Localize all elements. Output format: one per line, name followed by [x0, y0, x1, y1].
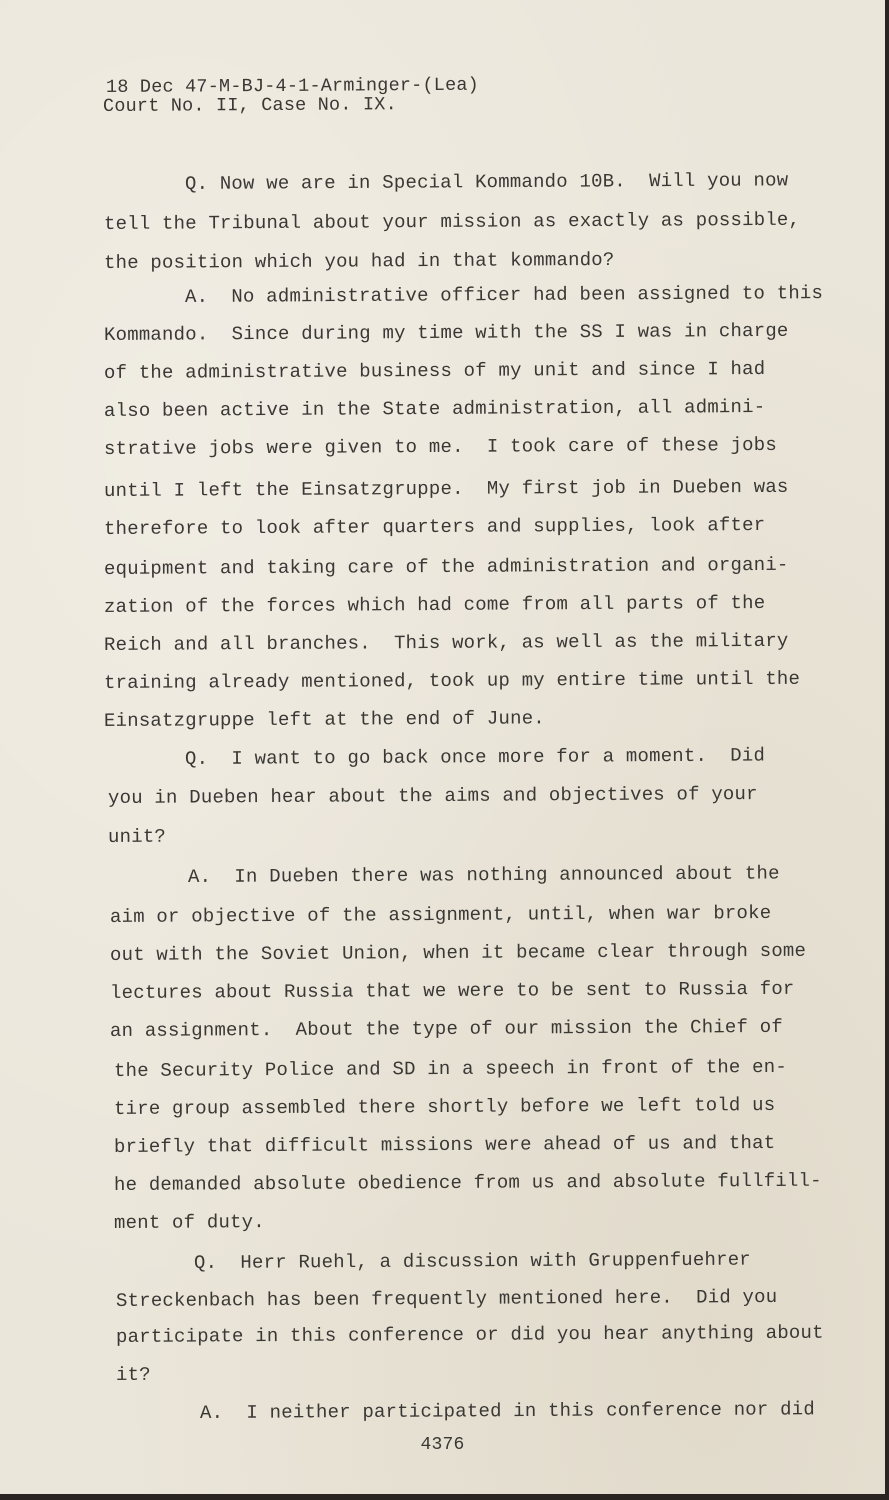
text-line: ment of duty.: [113, 1211, 265, 1234]
text-line: tire group assembled there shortly before we left told us: [113, 1093, 776, 1120]
text-line: training already mentioned, took up my entire time until the: [103, 667, 801, 694]
text-line: of the administrative business of my unit and since I had: [103, 357, 766, 384]
text-line: the Security Police and SD in a speech in front of the en-: [113, 1055, 787, 1082]
text-line: also been active in the State administration, all admini-: [103, 395, 766, 422]
page-number: 4376: [420, 1435, 465, 1455]
text-line: briefly that difficult missions were ahead of us and that: [113, 1131, 776, 1158]
text-line: unit?: [107, 825, 167, 848]
text-line: he demanded absolute obedience from us and absolute fullfill-: [113, 1169, 822, 1196]
text-line: A. In Dueben there was nothing announced about the: [187, 862, 780, 888]
text-line: strative jobs were given to me. I took care of these jobs: [103, 433, 777, 460]
text-line: out with the Soviet Union, when it became clear through some: [109, 939, 807, 966]
text-line: Kommando. Since during my time with the SS I was in charge: [103, 319, 789, 346]
text-line: it?: [115, 1363, 151, 1386]
text-line: Einsatzgruppe left at the end of June.: [103, 707, 545, 732]
text-line: Q. Herr Ruehl, a discussion with Gruppenfuehrer: [193, 1248, 751, 1274]
text-line: therefore to look after quarters and supplies, look after: [103, 513, 766, 540]
text-line: Streckenbach has been frequently mentioned here. Did you: [115, 1285, 778, 1312]
header-line-2: Court No. II, Case No. IX.: [102, 94, 397, 117]
text-line: A. I neither participated in this conference nor did: [199, 1398, 815, 1424]
text-line: tell the Tribunal about your mission as exactly as possible,: [103, 208, 801, 235]
text-line: Reich and all branches. This work, as well as the military: [103, 629, 789, 656]
text-line: the position which you had in that kommando?: [103, 248, 615, 274]
text-line: lectures about Russia that we were to be sent to Russia for: [109, 977, 795, 1004]
text-line: equipment and taking care of the administration and organi-: [103, 553, 789, 580]
text-line: participate in this conference or did you hear anything about: [115, 1321, 824, 1348]
header-line-1: 18 Dec 47-M-BJ-4-1-Arminger-(Lea): [105, 74, 480, 98]
text-line: an assignment. About the type of our mission the Chief of: [109, 1015, 783, 1042]
text-line: zation of the forces which had come from all parts of the: [103, 591, 766, 618]
text-line: Q. Now we are in Special Kommando 10B. Will you now: [184, 169, 789, 195]
text-line: you in Dueben hear about the aims and objectives of your: [107, 783, 758, 809]
text-line: A. No administrative officer had been assigned to this: [184, 282, 824, 308]
text-line: Q. I want to go back once more for a moment. Did: [184, 744, 766, 770]
text-line: until I left the Einsatzgruppe. My first job in Dueben was: [103, 475, 789, 502]
text-line: aim or objective of the assignment, until, when war broke: [109, 901, 772, 928]
